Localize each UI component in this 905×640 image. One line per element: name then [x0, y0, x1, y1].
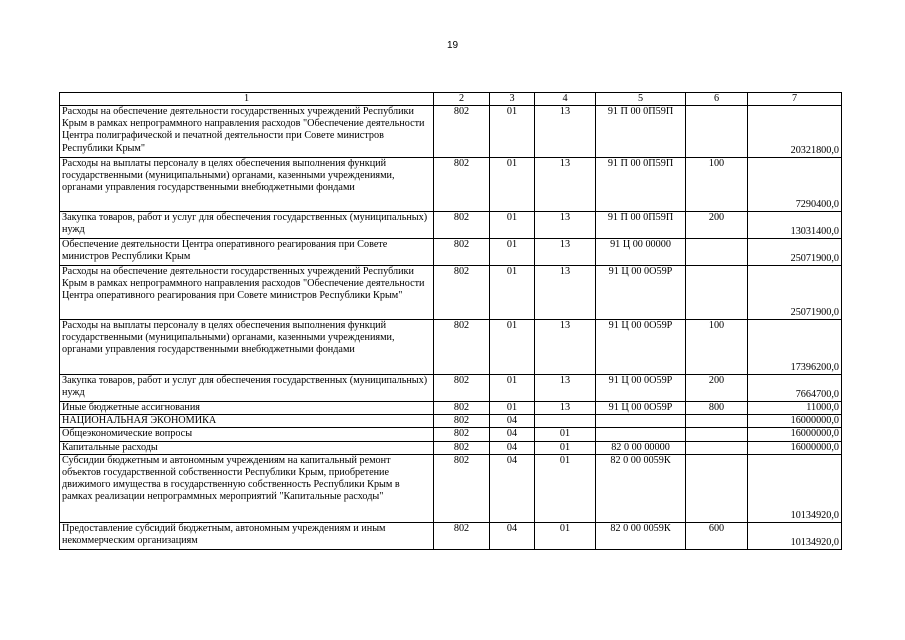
expense-name: Расходы на выплаты персоналу в целях обеспечения выполнения функций государственными (муниципальными) органами, казенными учреждениями, органами управления государственными внебюджетными фондами [60, 320, 434, 375]
subsection-code: 13 [535, 320, 596, 375]
expense-type-code [686, 454, 748, 522]
amount: 13031400,0 [748, 212, 842, 239]
budget-table [59, 92, 842, 550]
table-row [60, 375, 842, 402]
target-article-code: 91 Ц 00 0О59Р [596, 402, 686, 415]
column-header: 1 [60, 93, 434, 106]
expense-type-code: 100 [686, 320, 748, 375]
section-code: 04 [490, 415, 535, 428]
expense-name: Общеэкономические вопросы [60, 428, 434, 441]
expense-name: Закупка товаров, работ и услуг для обеспечения государственных (муниципальных) нужд [60, 375, 434, 402]
department-code: 802 [434, 415, 490, 428]
table-row [60, 522, 842, 549]
amount: 17396200,0 [748, 320, 842, 375]
table-row [60, 441, 842, 454]
target-article-code [596, 415, 686, 428]
department-code: 802 [434, 239, 490, 266]
subsection-code: 01 [535, 454, 596, 522]
section-code: 01 [490, 158, 535, 212]
column-header: 7 [748, 93, 842, 106]
target-article-code: 91 П 00 0П59П [596, 212, 686, 239]
table-row [60, 158, 842, 212]
subsection-code: 13 [535, 158, 596, 212]
expense-type-code: 200 [686, 375, 748, 402]
section-code: 04 [490, 441, 535, 454]
column-header: 3 [490, 93, 535, 106]
subsection-code: 13 [535, 239, 596, 266]
target-article-code: 82 0 00 00000 [596, 441, 686, 454]
table-row [60, 212, 842, 239]
section-code: 01 [490, 320, 535, 375]
expense-name: Расходы на обеспечение деятельности государственных учреждений Республики Крым в рамках непрограммного направления расходов "Обеспечение деятельности Центра полиграфической и печатной деятельности при Совете министров Республики Крым" [60, 106, 434, 158]
department-code: 802 [434, 320, 490, 375]
expense-name: Иные бюджетные ассигнования [60, 402, 434, 415]
section-code: 01 [490, 375, 535, 402]
amount: 25071900,0 [748, 266, 842, 320]
amount: 10134920,0 [748, 454, 842, 522]
subsection-code: 01 [535, 428, 596, 441]
section-code: 01 [490, 106, 535, 158]
target-article-code: 91 Ц 00 00000 [596, 239, 686, 266]
column-header: 6 [686, 93, 748, 106]
table-row [60, 415, 842, 428]
amount: 16000000,0 [748, 428, 842, 441]
amount: 25071900,0 [748, 239, 842, 266]
section-code: 04 [490, 522, 535, 549]
section-code: 01 [490, 212, 535, 239]
expense-type-code [686, 415, 748, 428]
subsection-code: 01 [535, 441, 596, 454]
target-article-code: 82 0 00 0059К [596, 522, 686, 549]
department-code: 802 [434, 106, 490, 158]
target-article-code: 91 Ц 00 0О59Р [596, 266, 686, 320]
subsection-code: 13 [535, 402, 596, 415]
expense-type-code: 800 [686, 402, 748, 415]
department-code: 802 [434, 158, 490, 212]
department-code: 802 [434, 402, 490, 415]
expense-type-code: 600 [686, 522, 748, 549]
amount: 7664700,0 [748, 375, 842, 402]
target-article-code [596, 428, 686, 441]
subsection-code: 13 [535, 106, 596, 158]
section-code: 04 [490, 428, 535, 441]
department-code: 802 [434, 375, 490, 402]
department-code: 802 [434, 441, 490, 454]
table-header-row [60, 93, 842, 106]
subsection-code: 13 [535, 266, 596, 320]
subsection-code [535, 415, 596, 428]
expense-type-code [686, 106, 748, 158]
table-row [60, 454, 842, 522]
column-header: 4 [535, 93, 596, 106]
section-code: 04 [490, 454, 535, 522]
target-article-code: 91 П 00 0П59П [596, 158, 686, 212]
table-row [60, 239, 842, 266]
expense-name: Расходы на обеспечение деятельности государственных учреждений Республики Крым в рамках непрограммного направления расходов "Обеспечение деятельности Центра оперативного реагирования при Совете министров Республики Крым" [60, 266, 434, 320]
target-article-code: 91 П 00 0П59П [596, 106, 686, 158]
amount: 11000,0 [748, 402, 842, 415]
amount: 20321800,0 [748, 106, 842, 158]
subsection-code: 13 [535, 212, 596, 239]
department-code: 802 [434, 454, 490, 522]
expense-type-code: 100 [686, 158, 748, 212]
target-article-code: 82 0 00 0059К [596, 454, 686, 522]
department-code: 802 [434, 266, 490, 320]
table-row [60, 402, 842, 415]
department-code: 802 [434, 428, 490, 441]
expense-name: Предоставление субсидий бюджетным, автономным учреждениям и иным некоммерческим организациям [60, 522, 434, 549]
column-header: 2 [434, 93, 490, 106]
expense-type-code [686, 441, 748, 454]
section-code: 01 [490, 402, 535, 415]
subsection-code: 13 [535, 375, 596, 402]
amount: 16000000,0 [748, 441, 842, 454]
amount: 16000000,0 [748, 415, 842, 428]
table-row [60, 106, 842, 158]
expense-name: Субсидии бюджетным и автономным учреждениям на капитальный ремонт объектов государственной собственности Республики Крым, приобретение движимого имущества в государственную собственность Республики Крым в рамках реализации непрограммных мероприятий "Капитальные расходы" [60, 454, 434, 522]
expense-type-code [686, 428, 748, 441]
amount: 7290400,0 [748, 158, 842, 212]
page-number: 19 [446, 40, 459, 51]
expense-type-code [686, 266, 748, 320]
expense-type-code: 200 [686, 212, 748, 239]
table-row [60, 320, 842, 375]
expense-name: Капитальные расходы [60, 441, 434, 454]
section-code: 01 [490, 266, 535, 320]
subsection-code: 01 [535, 522, 596, 549]
expense-type-code [686, 239, 748, 266]
expense-name: НАЦИОНАЛЬНАЯ ЭКОНОМИКА [60, 415, 434, 428]
column-header: 5 [596, 93, 686, 106]
section-code: 01 [490, 239, 535, 266]
target-article-code: 91 Ц 00 0О59Р [596, 320, 686, 375]
expense-name: Закупка товаров, работ и услуг для обеспечения государственных (муниципальных) нужд [60, 212, 434, 239]
expense-name: Расходы на выплаты персоналу в целях обеспечения выполнения функций государственными (муниципальными) органами, казенными учреждениями, органами управления государственными внебюджетными фондами [60, 158, 434, 212]
table-row [60, 428, 842, 441]
department-code: 802 [434, 522, 490, 549]
target-article-code: 91 Ц 00 0О59Р [596, 375, 686, 402]
table-row [60, 266, 842, 320]
expense-name: Обеспечение деятельности Центра оперативного реагирования при Совете министров Республики Крым [60, 239, 434, 266]
amount: 10134920,0 [748, 522, 842, 549]
department-code: 802 [434, 212, 490, 239]
